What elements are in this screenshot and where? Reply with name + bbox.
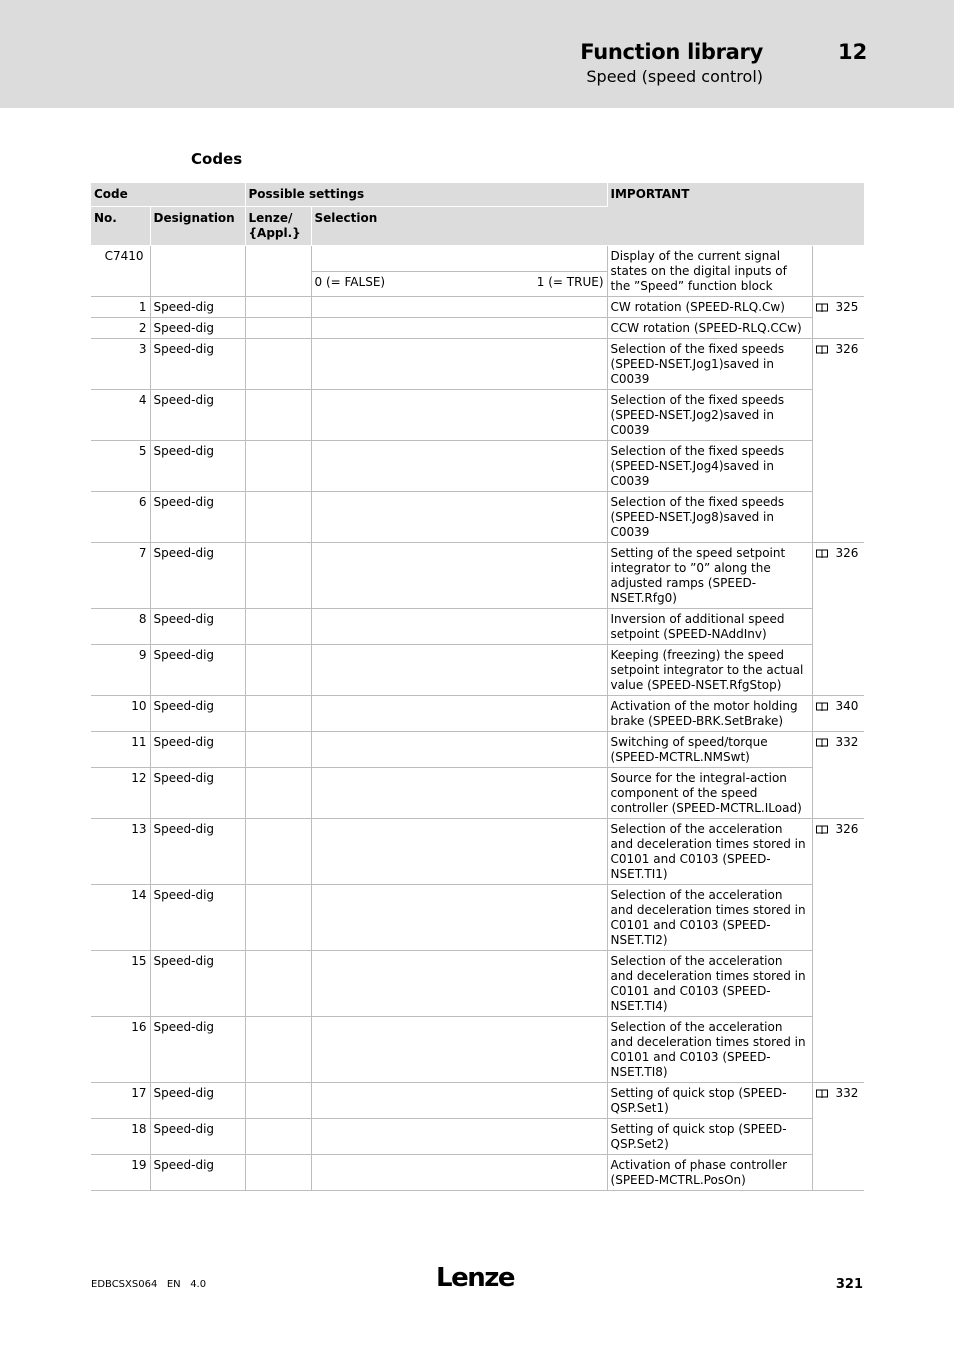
code-lenze-cell [245,246,311,297]
row-number: 3 [91,339,150,390]
section-title: Codes [191,150,243,168]
header-possible-settings: Possible settings [245,183,607,207]
page-reference[interactable]: 340 [835,699,859,713]
row-selection [311,318,607,339]
table-row [91,297,864,318]
row-important: Setting of the speed setpoint integrator to ”0” along the adjusted ramps (SPEED-NSET.Rfg0) [607,543,812,609]
row-selection [311,543,607,609]
row-important: Setting of quick stop (SPEED-QSP.Set2) [607,1119,812,1155]
row-selection [311,732,607,768]
document-id: EDBCSXS064 EN 4.0 [91,1279,207,1290]
row-important: CW rotation (SPEED-RLQ.Cw) [607,297,812,318]
row-designation: Speed-dig [150,951,245,1017]
row-number: 5 [91,441,150,492]
row-selection [311,768,607,819]
row-important: Selection of the acceleration and deceleration times stored in C0101 and C0103 (SPEED-NSET.TI1) [607,819,812,885]
row-number: 14 [91,885,150,951]
row-designation: Speed-dig [150,1017,245,1083]
table-row [91,339,864,390]
book-icon [816,303,828,312]
lenze-logo: Lenze [436,1263,514,1293]
row-reference [812,390,864,441]
row-lenze [245,768,311,819]
table-row [91,441,864,492]
row-number: 6 [91,492,150,543]
row-designation: Speed-dig [150,543,245,609]
row-reference [812,645,864,696]
row-selection [311,609,607,645]
table-row [91,951,864,1017]
table-row [91,1155,864,1191]
row-number: 10 [91,696,150,732]
row-lenze [245,609,311,645]
row-selection [311,819,607,885]
row-important: Keeping (freezing) the speed setpoint integrator to the actual value (SPEED-NSET.RfgStop) [607,645,812,696]
row-designation: Speed-dig [150,339,245,390]
row-lenze [245,1119,311,1155]
chapter-subtitle: Speed (speed control) [586,67,763,86]
header-code: Code [91,183,245,207]
row-number: 11 [91,732,150,768]
row-designation: Speed-dig [150,297,245,318]
row-designation: Speed-dig [150,492,245,543]
row-reference [812,732,864,768]
header-lenze: Lenze/ {Appl.} [245,207,311,246]
table-header-row-1 [91,183,864,207]
row-important: Selection of the fixed speeds (SPEED-NSET.Jog4)saved in C0039 [607,441,812,492]
row-important: Selection of the fixed speeds (SPEED-NSET.Jog1)saved in C0039 [607,339,812,390]
row-number: 4 [91,390,150,441]
row-number: 19 [91,1155,150,1191]
table-row [91,492,864,543]
row-lenze [245,543,311,609]
page-reference[interactable]: 326 [835,822,859,836]
row-designation: Speed-dig [150,1119,245,1155]
page-reference[interactable]: 332 [835,1086,859,1100]
header-band [0,0,954,108]
row-reference [812,1083,864,1119]
book-icon [816,702,828,711]
selection-max: 1 (= TRUE) [536,275,604,289]
row-important: Activation of phase controller (SPEED-MCTRL.PosOn) [607,1155,812,1191]
row-selection [311,1083,607,1119]
row-important: Selection of the acceleration and deceleration times stored in C0101 and C0103 (SPEED-NSET.TI4) [607,951,812,1017]
row-designation: Speed-dig [150,885,245,951]
row-important: Selection of the acceleration and deceleration times stored in C0101 and C0103 (SPEED-NSET.TI2) [607,885,812,951]
row-reference [812,543,864,609]
row-reference [812,441,864,492]
row-designation: Speed-dig [150,696,245,732]
row-lenze [245,696,311,732]
book-icon [816,345,828,354]
table-row [91,1083,864,1119]
row-selection [311,696,607,732]
row-lenze [245,732,311,768]
row-selection [311,492,607,543]
row-number: 8 [91,609,150,645]
row-important: Selection of the fixed speeds (SPEED-NSET.Jog8)saved in C0039 [607,492,812,543]
page-reference[interactable]: 332 [835,735,859,749]
row-selection [311,1119,607,1155]
code-description: Display of the current signal states on the digital inputs of the ”Speed” function block [607,246,812,297]
row-selection [311,1155,607,1191]
row-number: 13 [91,819,150,885]
row-reference [812,885,864,951]
row-reference [812,1155,864,1191]
book-icon [816,1089,828,1098]
header-important: IMPORTANT [607,183,864,246]
page-reference[interactable]: 325 [835,300,859,314]
selection-min: 0 (= FALSE) [314,275,386,289]
row-reference [812,951,864,1017]
row-selection [311,441,607,492]
page-number: 321 [835,1277,863,1292]
row-selection [311,339,607,390]
row-reference [812,696,864,732]
row-lenze [245,297,311,318]
code-row [91,246,864,297]
row-reference [812,609,864,645]
row-number: 16 [91,1017,150,1083]
row-important: Activation of the motor holding brake (SPEED-BRK.SetBrake) [607,696,812,732]
row-number: 2 [91,318,150,339]
table-row [91,543,864,609]
row-designation: Speed-dig [150,390,245,441]
book-icon [816,825,828,834]
row-number: 7 [91,543,150,609]
row-designation: Speed-dig [150,732,245,768]
row-designation: Speed-dig [150,318,245,339]
row-number: 9 [91,645,150,696]
row-selection [311,645,607,696]
row-designation: Speed-dig [150,645,245,696]
header-designation: Designation [150,207,245,246]
header-selection: Selection [311,207,607,246]
row-reference [812,1017,864,1083]
row-lenze [245,318,311,339]
row-designation: Speed-dig [150,768,245,819]
book-icon [816,549,828,558]
row-lenze [245,339,311,390]
row-lenze [245,492,311,543]
row-number: 15 [91,951,150,1017]
codes-table [91,183,864,1191]
row-number: 17 [91,1083,150,1119]
table-row [91,390,864,441]
chapter-title: Function library [580,40,763,64]
row-lenze [245,390,311,441]
row-reference [812,492,864,543]
row-important: Selection of the fixed speeds (SPEED-NSET.Jog2)saved in C0039 [607,390,812,441]
row-designation: Speed-dig [150,819,245,885]
row-designation: Speed-dig [150,609,245,645]
row-selection [311,1017,607,1083]
row-important: CCW rotation (SPEED-RLQ.CCw) [607,318,812,339]
row-reference [812,1119,864,1155]
row-lenze [245,441,311,492]
row-lenze [245,819,311,885]
chapter-number: 12 [838,40,868,64]
code-ref-cell [812,246,864,297]
table-row [91,609,864,645]
row-designation: Speed-dig [150,1083,245,1119]
code-cell: C7410 [91,246,150,297]
row-reference [812,318,864,339]
book-icon [816,738,828,747]
row-reference [812,768,864,819]
row-number: 18 [91,1119,150,1155]
row-lenze [245,885,311,951]
table-row [91,1119,864,1155]
code-selection-cell [311,246,607,297]
row-designation: Speed-dig [150,1155,245,1191]
row-important: Source for the integral-action component of the speed controller (SPEED-MCTRL.ILoad) [607,768,812,819]
table-row [91,732,864,768]
row-number: 1 [91,297,150,318]
row-designation: Speed-dig [150,441,245,492]
row-lenze [245,1155,311,1191]
page-reference[interactable]: 326 [835,342,859,356]
table-row [91,318,864,339]
page-reference[interactable]: 326 [835,546,859,560]
row-important: Setting of quick stop (SPEED-QSP.Set1) [607,1083,812,1119]
table-row [91,768,864,819]
table-row [91,1017,864,1083]
row-number: 12 [91,768,150,819]
row-selection [311,390,607,441]
row-reference [812,297,864,318]
row-reference [812,819,864,885]
row-selection [311,951,607,1017]
header-no: No. [91,207,150,246]
code-designation-cell [150,246,245,297]
table-row [91,645,864,696]
table-row [91,696,864,732]
row-important: Selection of the acceleration and deceleration times stored in C0101 and C0103 (SPEED-NSET.TI8) [607,1017,812,1083]
row-selection [311,297,607,318]
row-important: Inversion of additional speed setpoint (SPEED-NAddInv) [607,609,812,645]
row-lenze [245,951,311,1017]
row-lenze [245,1083,311,1119]
row-lenze [245,645,311,696]
row-selection [311,885,607,951]
row-important: Switching of speed/torque (SPEED-MCTRL.NMSwt) [607,732,812,768]
table-row [91,819,864,885]
table-row [91,885,864,951]
row-lenze [245,1017,311,1083]
row-reference [812,339,864,390]
